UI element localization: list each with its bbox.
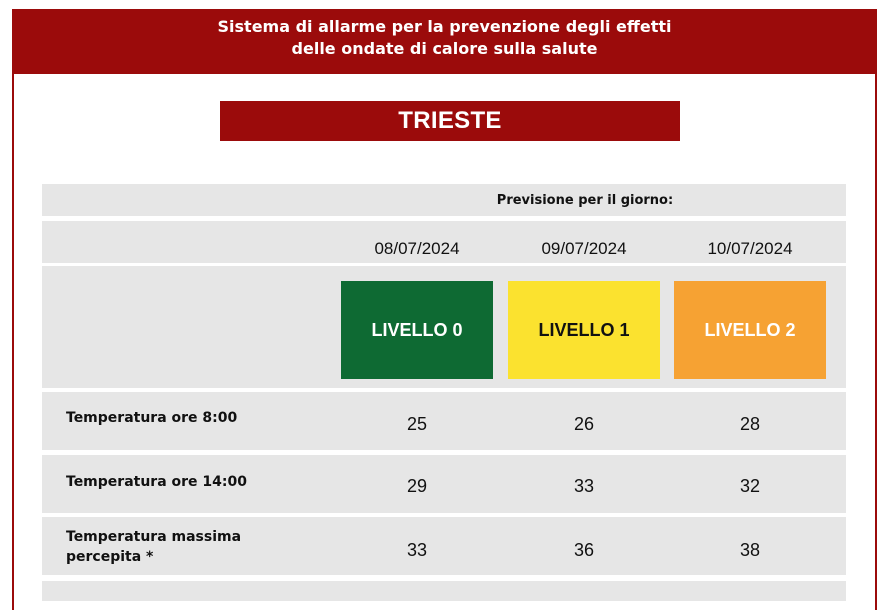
row-label-line: percepita *: [66, 549, 154, 565]
temperature-value: 33: [406, 540, 428, 560]
header-title-line1: Sistema di allarme per la prevenzione degli effetti: [217, 17, 672, 36]
forecast-date: 09/07/2024: [541, 239, 627, 258]
city-title: TRIESTE: [220, 101, 680, 141]
row-label-line: Temperatura massima: [66, 529, 242, 545]
temperature-value: 29: [406, 476, 428, 496]
row-label: Temperatura ore 8:00: [66, 410, 238, 426]
temperature-value: 33: [573, 476, 595, 496]
level-badge: LIVELLO 2: [674, 281, 826, 379]
table-footer-band: [42, 581, 846, 601]
header-banner: [12, 9, 877, 74]
header-title-line2: delle ondate di calore sulla salute: [291, 39, 598, 58]
forecast-label: Previsione per il giorno:: [496, 193, 674, 208]
temperature-value: 32: [739, 476, 761, 496]
level-badge: LIVELLO 1: [508, 281, 660, 379]
temperature-value: 36: [573, 540, 595, 560]
row-label: [66, 527, 296, 567]
forecast-date: 08/07/2024: [374, 239, 460, 258]
level-badge: LIVELLO 0: [341, 281, 493, 379]
temperature-value: 28: [739, 414, 761, 434]
temperature-value: 38: [739, 540, 761, 560]
row-label: Temperatura ore 14:00: [66, 474, 247, 490]
temperature-value: 26: [573, 414, 595, 434]
temperature-value: 25: [406, 414, 428, 434]
forecast-date: 10/07/2024: [707, 239, 793, 258]
